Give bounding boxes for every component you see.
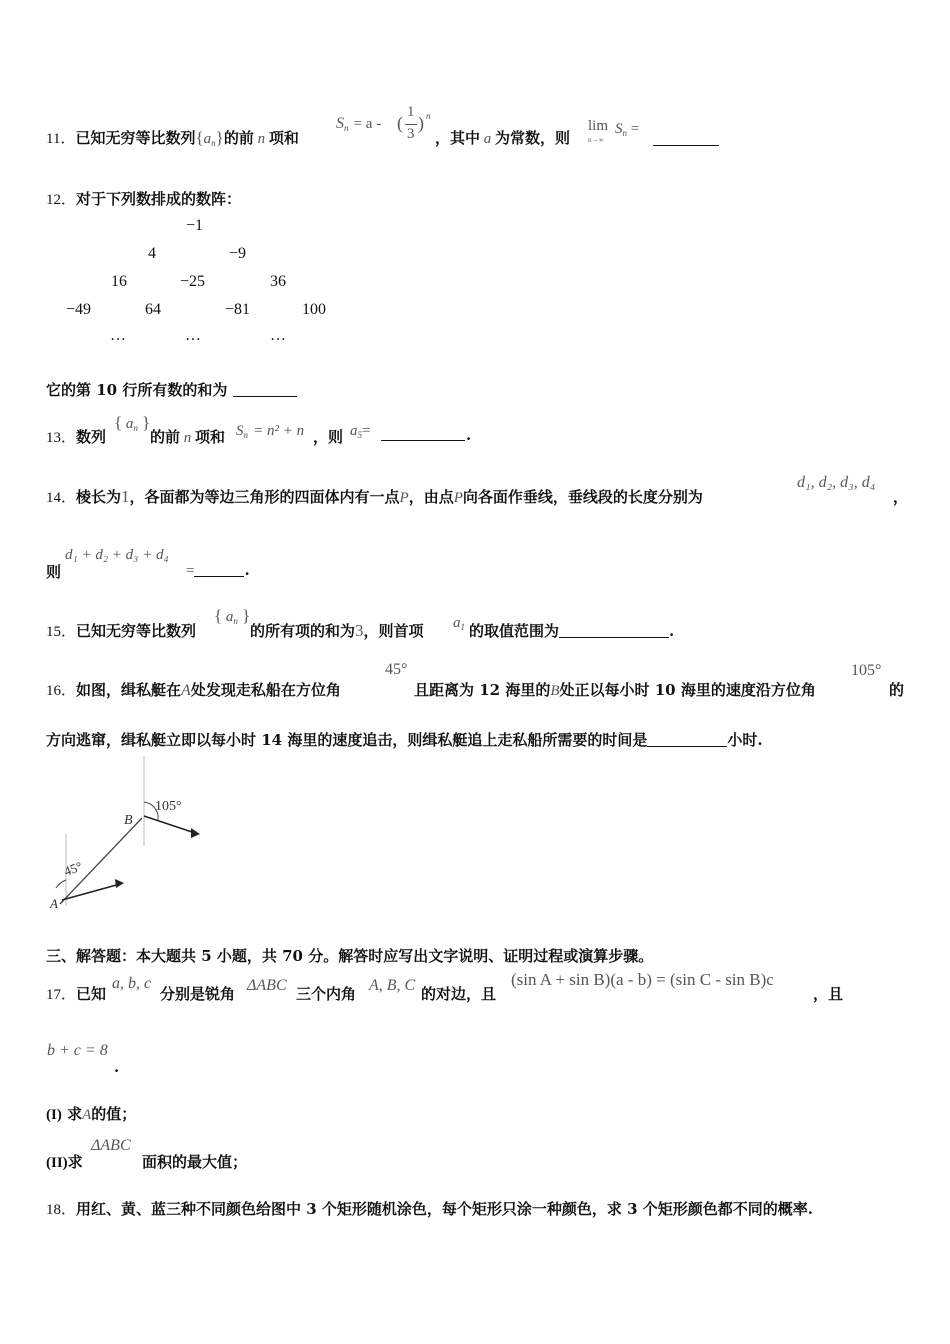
- q11-text-5: 为常数，则: [495, 129, 571, 147]
- q12-question-text: 它的第 10 行所有数的和为: [46, 381, 228, 399]
- q11-lim-S: $S_n$ =: [615, 121, 640, 138]
- q14-dsum: d₁ + d₂ + d₃ + d₄: [65, 547, 169, 563]
- q12-r4-c3: −81: [225, 301, 251, 318]
- q14-comma: ，: [893, 488, 909, 506]
- q13-period: .: [466, 426, 472, 444]
- q11-number: 11．: [46, 131, 76, 147]
- q13-mid: 的前 n 项和: [150, 428, 226, 446]
- q15-text-2: 的所有项的和为: [250, 622, 356, 640]
- q17-text-3: 三个内角: [296, 985, 357, 1003]
- q12-r3-c2: −25: [180, 273, 206, 290]
- q15-text-4: 的取值范围为: [469, 622, 560, 640]
- q14-number: 14．: [46, 490, 77, 506]
- q13-rhs: = n² + n: [253, 423, 305, 439]
- question-12: [46, 188, 241, 209]
- q12-r2-c1: 4: [148, 245, 156, 262]
- q13-text-3: 项和: [195, 428, 226, 446]
- path-B-arrow: [144, 816, 198, 834]
- q18-text: 用红、黄、蓝三种不同颜色给图中 3 个矩形随机涂色，每个矩形只涂一种颜色，求 3 个矩形颜色都不同的概率.: [76, 1200, 814, 1218]
- q15-three: 3: [355, 621, 364, 640]
- q16-line2-end: 小时.: [727, 731, 763, 749]
- q11-seq-a: a: [203, 131, 212, 147]
- q17-part2-triangle: ΔABC: [91, 1137, 131, 1154]
- q11-sum-formula: [336, 113, 381, 133]
- q16-A: A: [181, 682, 191, 699]
- q14-answer-blank[interactable]: [194, 562, 244, 577]
- q11-text-3: 项和: [268, 129, 299, 147]
- q11-frac-den: 3: [407, 126, 415, 142]
- question-17: [46, 983, 106, 1004]
- q11-frac-bar: [405, 124, 417, 125]
- q16-text-5: 的: [889, 681, 905, 699]
- q17-angles: A, B, C: [369, 977, 416, 994]
- q16-angle-45: 45°: [385, 661, 408, 678]
- q16-figure: [48, 756, 208, 916]
- fig-label-B: B: [124, 813, 133, 828]
- q13-number: 13．: [46, 430, 77, 446]
- q17-part1-end: 的值；: [91, 1105, 137, 1123]
- q12-r5-c3: …: [270, 327, 286, 344]
- q11-paren-right: ): [418, 113, 424, 133]
- q12-r1-c1: −1: [186, 217, 204, 234]
- q11-answer-blank[interactable]: [653, 131, 719, 146]
- arrow-head-A: [115, 879, 124, 888]
- q15-tail: 的取值范围为 .: [469, 622, 675, 640]
- q13-answer-blank[interactable]: [381, 426, 465, 441]
- q18-number: 18．: [46, 1202, 77, 1218]
- q11-a: a: [480, 131, 496, 147]
- q16-text-2: 处发现走私船在方位角: [190, 681, 341, 699]
- q16-text-4: 处正以每小时 10 海里的速度沿方位角: [559, 681, 816, 699]
- q14-text-1: 棱长为: [76, 488, 122, 506]
- q12-number: 12．: [46, 192, 77, 208]
- q15-text-1: 已知无穷等比数列: [76, 622, 197, 640]
- q11-brace-left: {: [195, 128, 204, 147]
- q11-tail: [435, 127, 570, 148]
- q13-S: S: [236, 423, 244, 439]
- q11-paren-left: (: [397, 113, 403, 133]
- q17-text-4: 的对边，且: [421, 985, 497, 1003]
- q13-a5: $a_5=$: [350, 423, 371, 440]
- q13-then: [313, 426, 343, 447]
- q11-exp-n: n: [426, 111, 431, 121]
- q12-r3-c1: 16: [111, 273, 127, 290]
- fig-label-A: A: [50, 896, 58, 911]
- q11-seq-n: n: [211, 138, 216, 148]
- q14-text-3: ，由点: [408, 488, 454, 506]
- q11-frac-num: 1: [407, 104, 415, 120]
- q14-dlist: d₁, d₂, d₃, d₄: [797, 474, 876, 491]
- q17-part1-label: (I): [46, 1107, 62, 1123]
- q12-r4-c1: −49: [66, 301, 92, 318]
- q14-line2: [46, 561, 61, 582]
- q14-text-2: ，各面都为等边三角形的四面体内有一点: [129, 488, 400, 506]
- q17-text-5: ，且: [813, 985, 844, 1003]
- q15-text-3: ，则首项: [363, 622, 424, 640]
- q17-part2-text: 求: [67, 1153, 83, 1171]
- q16-answer-blank[interactable]: [647, 732, 727, 747]
- q16-number: 16．: [46, 683, 77, 699]
- q12-r4-c4: 100: [302, 301, 326, 318]
- q11-text-2: 的前: [223, 129, 254, 147]
- question-18: [46, 1198, 813, 1219]
- q17-part2-end: 面积的最大值；: [142, 1153, 248, 1171]
- q11-lim-sub: n→∞: [588, 136, 604, 144]
- fig-label-105: 105°: [155, 799, 182, 814]
- q17-triangle: ΔABC: [247, 977, 287, 994]
- q17-part2-label: (II): [46, 1155, 68, 1171]
- question-16: [46, 679, 341, 700]
- q17-abc: a, b, c: [112, 975, 152, 992]
- q12-r4-c2: 64: [145, 301, 161, 318]
- q11-S-sub: n: [344, 123, 349, 133]
- q11-lim: lim: [588, 118, 609, 134]
- q14-then: 则: [46, 563, 62, 581]
- q13-text-1: 数列: [76, 428, 107, 446]
- q16-line2-text: 方向逃窜，缉私艇立即以每小时 14 海里的速度追击，则缉私艇追上走私船所需要的时间是: [46, 731, 648, 749]
- q17-text-1: 已知: [76, 985, 107, 1003]
- section-3-title: 三、解答题：本大题共 5 小题，共 70 分。解答时应写出文字说明、证明过程或演算步骤。: [46, 947, 654, 965]
- q15-answer-blank[interactable]: [559, 623, 669, 638]
- q12-r5-c1: …: [110, 327, 126, 344]
- q11-text-1: 已知无穷等比数列: [75, 129, 196, 147]
- q12-intro: 对于下列数排成的数阵：: [76, 190, 242, 208]
- question-13: [46, 426, 106, 447]
- question-11: [46, 127, 299, 148]
- q17-part1-A: A: [82, 1107, 92, 1123]
- q11-S: S: [336, 115, 344, 132]
- q13-text-4: ，则: [313, 428, 344, 446]
- q13-formula: $S_n = n^2 + n$: [236, 423, 305, 440]
- q17-condition: b + c = 8: [47, 1042, 108, 1059]
- q11-eq: = a -: [353, 116, 382, 132]
- q14-P-2: P: [453, 490, 463, 506]
- q17-part-2: [46, 1151, 83, 1172]
- q12-r2-c2: −9: [229, 245, 247, 262]
- q17-equation: (sin A + sin B)(a - b) = (sin C - sin B)c: [511, 970, 774, 989]
- question-14: [46, 486, 703, 507]
- q17-number: 17．: [46, 987, 77, 1003]
- q17-text-2: 分别是锐角: [160, 985, 236, 1003]
- question-15: [46, 620, 196, 641]
- q16-B: B: [550, 683, 560, 699]
- q16-text-3: 且距离为 12 海里的: [414, 681, 551, 699]
- q14-one: 1: [121, 487, 130, 506]
- q16-mid: [414, 679, 816, 700]
- q16-line2: [46, 729, 763, 750]
- q13-text-2: 的前: [150, 428, 181, 446]
- q16-text-1: 如图，缉私艇在: [76, 681, 182, 699]
- q17-period: .: [114, 1058, 120, 1076]
- fig-label-45: 45°: [61, 858, 85, 879]
- q12-question: [46, 379, 297, 400]
- q12-r3-c3: 36: [270, 273, 286, 290]
- q13-seq: { $a_n$ }: [114, 413, 151, 433]
- q16-angle-105: 105°: [851, 662, 882, 679]
- arc-45: [56, 880, 66, 888]
- q17-part1-text: 求: [67, 1105, 83, 1123]
- q14-P: P: [399, 490, 409, 506]
- q14-text-4: 向各面作垂线，垂线段的长度分别为: [462, 488, 703, 506]
- arrow-head-B: [191, 828, 200, 838]
- q15-seq: { $a_n$ }: [214, 606, 251, 626]
- q11-brace-right: }: [215, 128, 224, 147]
- q15-number: 15．: [46, 624, 77, 640]
- q12-answer-blank[interactable]: [233, 382, 297, 397]
- q11-n: n: [253, 131, 269, 147]
- q14-eq: = .: [186, 561, 250, 579]
- q15-mid: [250, 620, 424, 641]
- q15-a1: $a_1$: [453, 615, 465, 632]
- q11-text-4: ，其中: [435, 129, 481, 147]
- q12-r5-c2: …: [185, 327, 201, 344]
- q17-part-1: [46, 1103, 136, 1124]
